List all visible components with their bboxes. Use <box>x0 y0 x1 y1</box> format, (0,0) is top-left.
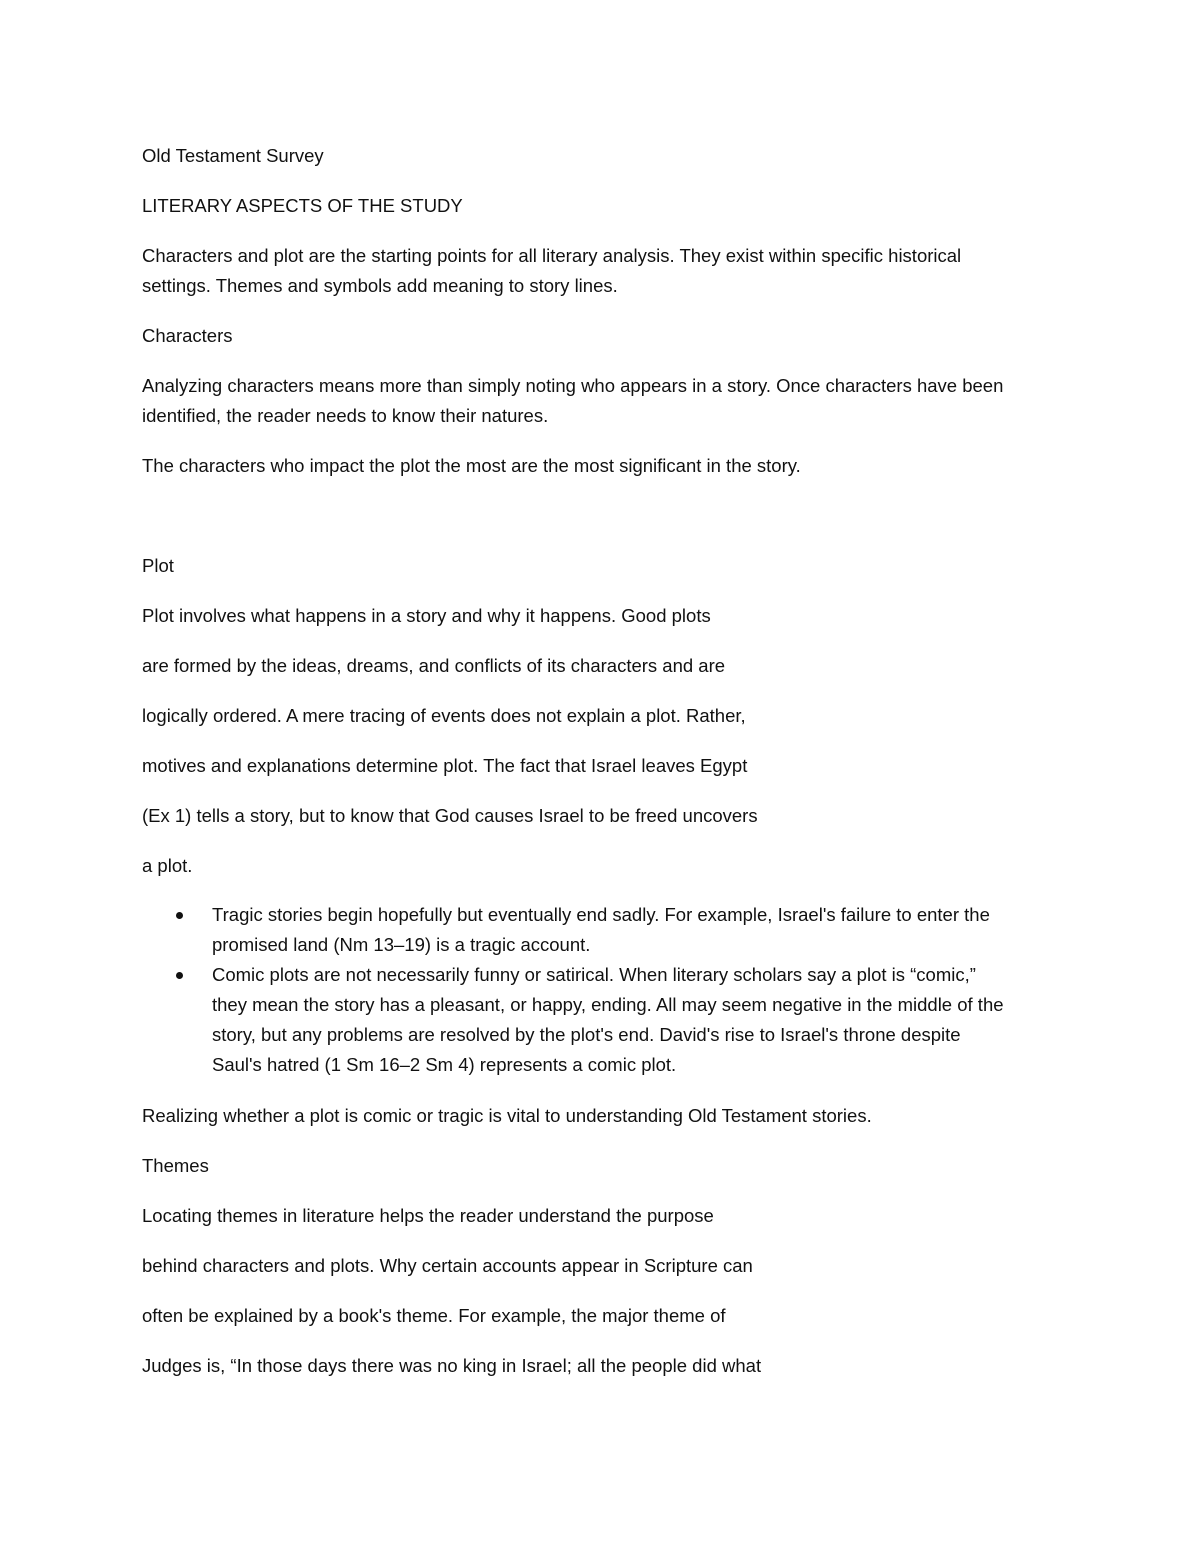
bullet-line: promised land (Nm 13–19) is a tragic account. <box>212 934 591 955</box>
bullet-line: they mean the story has a pleasant, or happy, ending. All may seem negative in the middle of the <box>212 994 1004 1015</box>
list-item-comic <box>142 960 1072 1080</box>
bullet-line: Saul's hatred (1 Sm 16–2 Sm 4) represents a comic plot. <box>212 1054 677 1075</box>
section-heading: LITERARY ASPECTS OF THE STUDY <box>142 195 463 216</box>
plot-line: motives and explanations determine plot. The fact that Israel leaves Egypt <box>142 755 748 776</box>
plot-line: are formed by the ideas, dreams, and conflicts of its characters and are <box>142 655 726 676</box>
characters-line: Analyzing characters means more than simply noting who appears in a story. Once characters have been <box>142 375 1004 396</box>
themes-line: Locating themes in literature helps the reader understand the purpose <box>142 1205 714 1226</box>
characters-line: identified, the reader needs to know their natures. <box>142 405 549 426</box>
intro-line: settings. Themes and symbols add meaning to story lines. <box>142 275 618 296</box>
intro-line: Characters and plot are the starting points for all literary analysis. They exist within specific historical <box>142 245 962 266</box>
themes-line: behind characters and plots. Why certain accounts appear in Scripture can <box>142 1255 753 1276</box>
plot-line: (Ex 1) tells a story, but to know that God causes Israel to be freed uncovers <box>142 805 758 826</box>
list-item-tragic <box>142 900 1072 960</box>
bullet-icon <box>176 972 183 979</box>
characters-paragraph-2: The characters who impact the plot the most are the most significant in the story. <box>142 455 801 476</box>
characters-heading: Characters <box>142 325 233 346</box>
intro-paragraph <box>142 241 1072 301</box>
bullet-line: Comic plots are not necessarily funny or satirical. When literary scholars say a plot is “comic,” <box>212 964 976 985</box>
bullet-icon <box>176 912 183 919</box>
plot-heading: Plot <box>142 555 174 576</box>
plot-type-list <box>142 900 1072 1080</box>
characters-paragraph <box>142 371 1072 431</box>
plot-line: Plot involves what happens in a story and why it happens. Good plots <box>142 605 711 626</box>
plot-conclusion: Realizing whether a plot is comic or tragic is vital to understanding Old Testament stories. <box>142 1105 872 1126</box>
themes-line: Judges is, “In those days there was no king in Israel; all the people did what <box>142 1355 762 1376</box>
themes-heading: Themes <box>142 1155 209 1176</box>
document-title: Old Testament Survey <box>142 145 324 166</box>
plot-line: a plot. <box>142 855 193 876</box>
themes-line: often be explained by a book's theme. For example, the major theme of <box>142 1305 726 1326</box>
plot-line: logically ordered. A mere tracing of events does not explain a plot. Rather, <box>142 705 746 726</box>
bullet-line: Tragic stories begin hopefully but eventually end sadly. For example, Israel's failure to enter the <box>212 904 990 925</box>
bullet-line: story, but any problems are resolved by the plot's end. David's rise to Israel's throne despite <box>212 1024 961 1045</box>
